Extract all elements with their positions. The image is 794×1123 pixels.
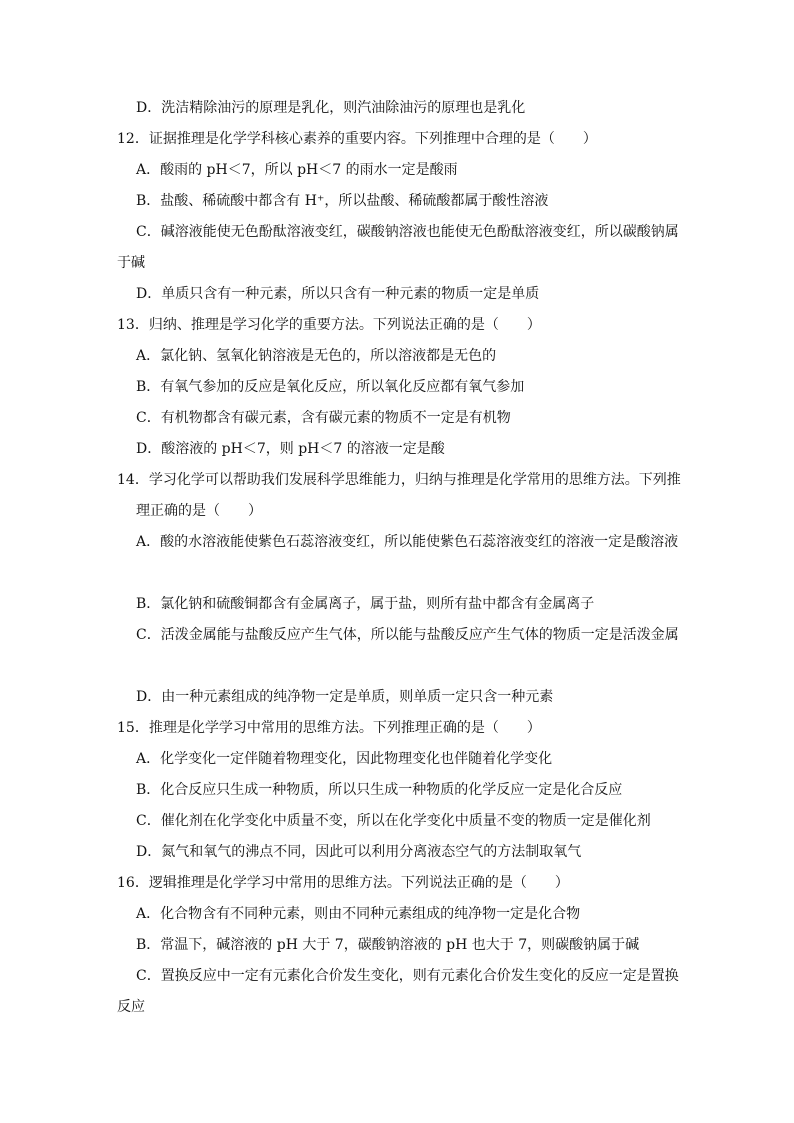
answer-option: A．酸的水溶液能使紫色石蕊溶液变红，所以能使紫色石蕊溶液变红的溶液一定是酸溶液 bbox=[136, 534, 679, 550]
answer-option: A．化学变化一定伴随着物理变化，因此物理变化也伴随着化学变化 bbox=[136, 751, 553, 767]
answer-option: D．由一种元素组成的纯净物一定是单质，则单质一定只含一种元素 bbox=[136, 689, 554, 705]
answer-option: B．化合反应只生成一种物质，所以只生成一种物质的化学反应一定是化合反应 bbox=[136, 782, 623, 798]
answer-option: C．催化剂在化学变化中质量不变，所以在化学变化中质量不变的物质一定是催化剂 bbox=[136, 813, 651, 829]
answer-option: B．常温下，碱溶液的 pH 大于 7，碳酸钠溶液的 pH 也大于 7，则碳酸钠属于碱 bbox=[136, 937, 640, 953]
answer-option: B．盐酸、稀硫酸中都含有 H⁺，所以盐酸、稀硫酸都属于酸性溶液 bbox=[136, 193, 549, 209]
text-continuation: 于碱 bbox=[117, 255, 145, 271]
answer-option: D．单质只含有一种元素，所以只含有一种元素的物质一定是单质 bbox=[136, 286, 540, 302]
question-stem: 14．学习化学可以帮助我们发展科学思维能力，归纳与推理是化学常用的思维方法。下列推 bbox=[117, 472, 681, 488]
question-stem: 13．归纳、推理是学习化学的重要方法。下列说法正确的是（ ） bbox=[117, 317, 541, 333]
question-stem: 15．推理是化学学习中常用的思维方法。下列推理正确的是（ ） bbox=[117, 720, 541, 736]
answer-option: B．有氧气参加的反应是氧化反应，所以氧化反应都有氧气参加 bbox=[136, 379, 525, 395]
text-continuation: 反应 bbox=[117, 999, 145, 1015]
question-stem: 16．逻辑推理是化学学习中常用的思维方法。下列说法正确的是（ ） bbox=[117, 875, 569, 891]
answer-option: D．酸溶液的 pH＜7，则 pH＜7 的溶液一定是酸 bbox=[136, 441, 445, 457]
answer-option: C．置换反应中一定有元素化合价发生变化，则有元素化合价发生变化的反应一定是置换 bbox=[136, 968, 679, 984]
text-continuation: 理正确的是（ ） bbox=[136, 503, 262, 519]
answer-option: C．活泼金属能与盐酸反应产生气体，所以能与盐酸反应产生气体的物质一定是活泼金属 bbox=[136, 627, 679, 643]
answer-option: C．有机物都含有碳元素，含有碳元素的物质不一定是有机物 bbox=[136, 410, 511, 426]
answer-option: B．氯化钠和硫酸铜都含有金属离子，属于盐，则所有盐中都含有金属离子 bbox=[136, 596, 595, 612]
question-stem: 12．证据推理是化学学科核心素养的重要内容。下列推理中合理的是（ ） bbox=[117, 131, 597, 147]
answer-option: A．氯化钠、氢氧化钠溶液是无色的，所以溶液都是无色的 bbox=[136, 348, 497, 364]
answer-option: A．化合物含有不同种元素，则由不同种元素组成的纯净物一定是化合物 bbox=[136, 906, 581, 922]
answer-option: D．洗洁精除油污的原理是乳化，则汽油除油污的原理也是乳化 bbox=[136, 100, 526, 116]
answer-option: D．氮气和氧气的沸点不同，因此可以利用分离液态空气的方法制取氧气 bbox=[136, 844, 582, 860]
answer-option: C．碱溶液能使无色酚酞溶液变红，碳酸钠溶液也能使无色酚酞溶液变红，所以碳酸钠属 bbox=[136, 224, 679, 240]
answer-option: A．酸雨的 pH＜7，所以 pH＜7 的雨水一定是酸雨 bbox=[136, 162, 458, 178]
